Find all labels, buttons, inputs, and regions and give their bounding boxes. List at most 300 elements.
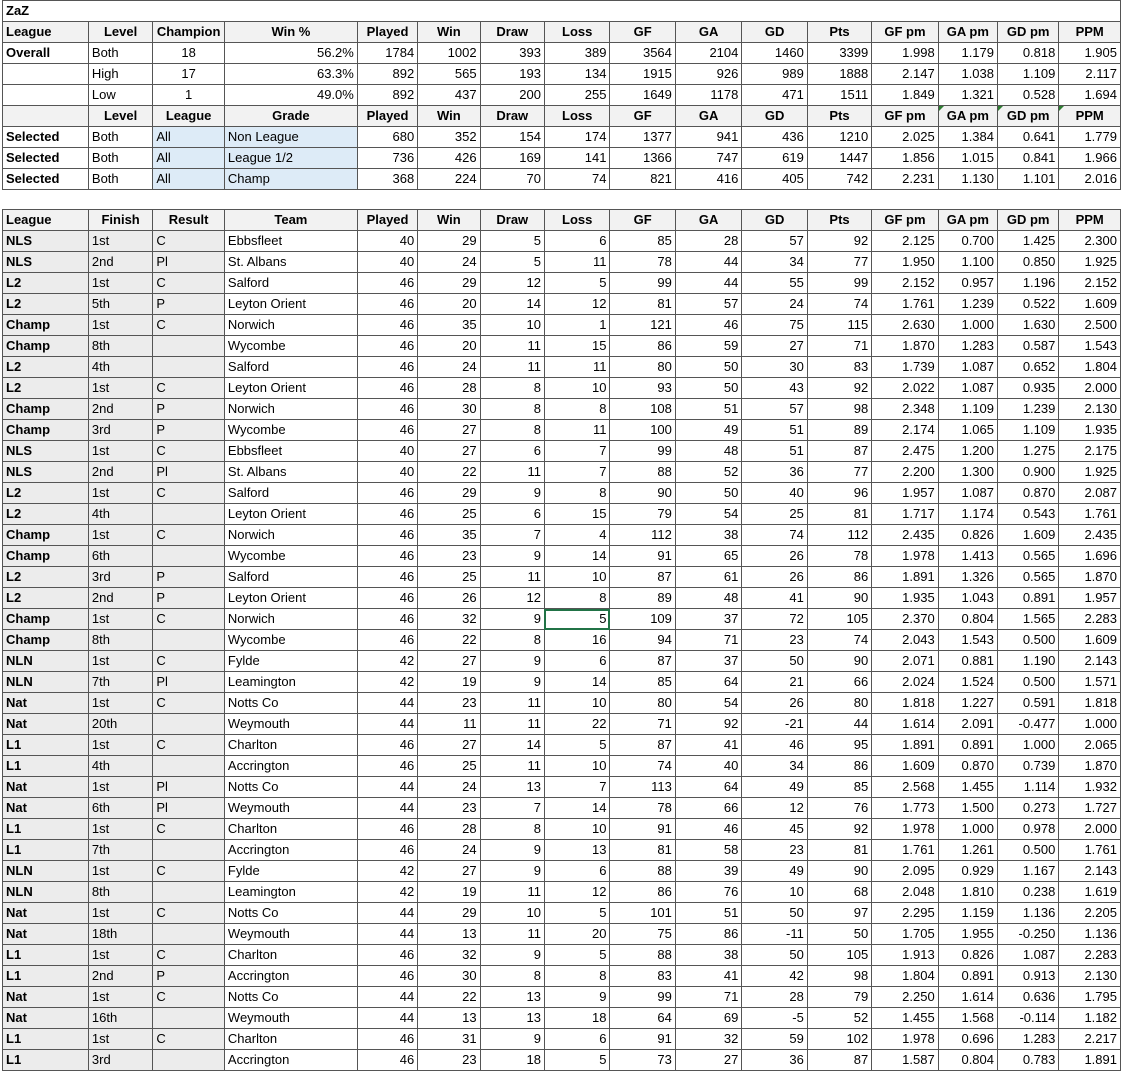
table-cell-team[interactable]: Weymouth [224, 714, 357, 735]
summary-cell-ga[interactable]: 926 [675, 64, 741, 85]
table-cell-pts[interactable]: 98 [807, 399, 871, 420]
table-cell-pts[interactable]: 50 [807, 924, 871, 945]
table-cell-gd[interactable]: 50 [742, 903, 807, 924]
table-cell-loss[interactable]: 5 [544, 609, 609, 630]
table-cell-team[interactable]: Leyton Orient [224, 504, 357, 525]
table-cell-draw[interactable]: 13 [480, 987, 544, 1008]
table-cell-loss[interactable]: 8 [544, 399, 609, 420]
table-cell-draw[interactable]: 9 [480, 546, 544, 567]
table-cell-win[interactable]: 11 [418, 714, 480, 735]
table-cell-ga-pm[interactable]: 1.283 [938, 336, 997, 357]
column-header-ga-pm[interactable]: GA pm [938, 106, 997, 127]
table-cell-result[interactable]: C [153, 861, 225, 882]
table-cell-loss[interactable]: 16 [544, 630, 609, 651]
table-cell-played[interactable]: 46 [357, 735, 417, 756]
table-cell-gd-pm[interactable]: 0.587 [998, 336, 1059, 357]
table-cell-ga-pm[interactable]: 1.174 [938, 504, 997, 525]
table-cell-ga-pm[interactable]: 1.087 [938, 357, 997, 378]
column-header-gd-pm[interactable]: GD pm [998, 106, 1059, 127]
table-cell-team[interactable]: Norwich [224, 525, 357, 546]
table-cell-gd[interactable]: 23 [742, 630, 807, 651]
table-cell-gf-pm[interactable]: 1.891 [872, 567, 938, 588]
table-cell-gd-pm[interactable]: 0.891 [998, 588, 1059, 609]
table-cell-gf-pm[interactable]: 1.870 [872, 336, 938, 357]
column-header-gf-pm[interactable]: GF pm [872, 106, 938, 127]
table-cell-played[interactable]: 46 [357, 336, 417, 357]
table-cell-loss[interactable]: 12 [544, 882, 609, 903]
table-cell-league[interactable]: NLN [3, 672, 89, 693]
table-cell-gf-pm[interactable]: 1.761 [872, 840, 938, 861]
selected-cell-ppm[interactable]: 1.966 [1059, 148, 1121, 169]
table-cell-gf[interactable]: 80 [610, 357, 675, 378]
summary-cell-loss[interactable]: 389 [544, 43, 609, 64]
table-cell-result[interactable]: P [153, 966, 225, 987]
table-cell-pts[interactable]: 74 [807, 630, 871, 651]
table-cell-ppm[interactable]: 1.804 [1059, 357, 1121, 378]
table-cell-win[interactable]: 13 [418, 1008, 480, 1029]
column-header-loss[interactable]: Loss [544, 22, 609, 43]
table-cell-gd[interactable]: 51 [742, 441, 807, 462]
selected-cell-level[interactable]: Both [88, 148, 152, 169]
table-cell-gf[interactable]: 81 [610, 840, 675, 861]
table-cell-finish[interactable]: 1st [88, 483, 152, 504]
table-cell-team[interactable]: Weymouth [224, 798, 357, 819]
summary-cell-gf[interactable]: 1915 [610, 64, 675, 85]
table-cell-gf[interactable]: 85 [610, 672, 675, 693]
table-cell-league[interactable]: NLS [3, 441, 89, 462]
table-cell-pts[interactable]: 102 [807, 1029, 871, 1050]
table-cell-team[interactable]: Charlton [224, 819, 357, 840]
table-cell-gf[interactable]: 88 [610, 945, 675, 966]
table-cell-finish[interactable]: 1st [88, 987, 152, 1008]
table-cell-pts[interactable]: 92 [807, 231, 871, 252]
table-cell-played[interactable]: 46 [357, 273, 417, 294]
table-cell-result[interactable] [153, 714, 225, 735]
table-cell-ga-pm[interactable]: 1.568 [938, 1008, 997, 1029]
table-cell-played[interactable]: 46 [357, 420, 417, 441]
table-cell-result[interactable] [153, 756, 225, 777]
table-cell-draw[interactable]: 7 [480, 525, 544, 546]
table-cell-draw[interactable]: 8 [480, 819, 544, 840]
table-cell-ppm[interactable]: 2.143 [1059, 651, 1121, 672]
summary-cell-win[interactable]: 565 [418, 64, 480, 85]
summary-cell-gf[interactable]: 3564 [610, 43, 675, 64]
column-header-ga[interactable]: GA [675, 106, 741, 127]
table-cell-team[interactable]: Norwich [224, 609, 357, 630]
table-cell-team[interactable]: Salford [224, 273, 357, 294]
table-cell-pts[interactable]: 90 [807, 861, 871, 882]
table-cell-played[interactable]: 44 [357, 714, 417, 735]
table-cell-played[interactable]: 44 [357, 903, 417, 924]
column-header-gf[interactable]: GF [610, 22, 675, 43]
table-cell-ga[interactable]: 71 [675, 630, 741, 651]
selected-cell-ga-pm[interactable]: 1.015 [938, 148, 997, 169]
summary-cell-ppm[interactable]: 1.905 [1059, 43, 1121, 64]
table-cell-gd-pm[interactable]: 0.783 [998, 1050, 1059, 1071]
table-cell-gd[interactable]: 59 [742, 1029, 807, 1050]
table-cell-draw[interactable]: 8 [480, 966, 544, 987]
table-cell-loss[interactable]: 14 [544, 546, 609, 567]
selected-cell-draw[interactable]: 70 [480, 169, 544, 190]
table-cell-ga-pm[interactable]: 1.524 [938, 672, 997, 693]
summary-cell-champion[interactable]: 1 [153, 85, 225, 106]
table-cell-ppm[interactable]: 2.175 [1059, 441, 1121, 462]
table-cell-ppm[interactable]: 1.925 [1059, 252, 1121, 273]
table-cell-finish[interactable]: 2nd [88, 588, 152, 609]
table-cell-win[interactable]: 19 [418, 882, 480, 903]
table-cell-league[interactable]: Champ [3, 525, 89, 546]
table-cell-win[interactable]: 23 [418, 546, 480, 567]
table-cell-result[interactable]: C [153, 987, 225, 1008]
table-cell-finish[interactable]: 20th [88, 714, 152, 735]
table-cell-pts[interactable]: 87 [807, 441, 871, 462]
table-cell-played[interactable]: 46 [357, 756, 417, 777]
table-cell-result[interactable]: C [153, 819, 225, 840]
table-cell-pts[interactable]: 98 [807, 966, 871, 987]
selected-cell-loss[interactable]: 174 [544, 127, 609, 148]
table-cell-draw[interactable]: 8 [480, 378, 544, 399]
summary-cell-loss[interactable]: 255 [544, 85, 609, 106]
table-cell-team[interactable]: Accrington [224, 756, 357, 777]
column-header-gf-pm[interactable]: GF pm [872, 22, 938, 43]
table-cell-gf[interactable]: 71 [610, 714, 675, 735]
summary-cell-gd-pm[interactable]: 0.818 [998, 43, 1059, 64]
table-cell-result[interactable] [153, 504, 225, 525]
table-cell-ga[interactable]: 41 [675, 735, 741, 756]
table-cell-ppm[interactable]: 2.130 [1059, 399, 1121, 420]
table-cell-pts[interactable]: 81 [807, 840, 871, 861]
table-cell-gd-pm[interactable]: 1.190 [998, 651, 1059, 672]
table-cell-result[interactable]: C [153, 483, 225, 504]
table-cell-league[interactable]: L1 [3, 966, 89, 987]
column-header-gd[interactable]: GD [742, 106, 807, 127]
table-cell-loss[interactable]: 6 [544, 651, 609, 672]
table-cell-ga-pm[interactable]: 1.543 [938, 630, 997, 651]
selected-cell-gf[interactable]: 821 [610, 169, 675, 190]
table-cell-ppm[interactable]: 2.130 [1059, 966, 1121, 987]
table-cell-ga-pm[interactable]: 0.826 [938, 945, 997, 966]
column-header-played[interactable]: Played [357, 106, 417, 127]
table-cell-gd-pm[interactable]: 0.522 [998, 294, 1059, 315]
summary-cell-level[interactable]: Low [88, 85, 152, 106]
table-cell-gd-pm[interactable]: 1.114 [998, 777, 1059, 798]
table-cell-ppm[interactable]: 2.000 [1059, 378, 1121, 399]
table-cell-win[interactable]: 13 [418, 924, 480, 945]
table-cell-gf[interactable]: 78 [610, 798, 675, 819]
table-cell-ga[interactable]: 41 [675, 966, 741, 987]
table-cell-finish[interactable]: 1st [88, 609, 152, 630]
table-cell-ga-pm[interactable]: 1.455 [938, 777, 997, 798]
table-cell-ga-pm[interactable]: 1.100 [938, 252, 997, 273]
table-cell-gf-pm[interactable]: 1.957 [872, 483, 938, 504]
column-header-draw[interactable]: Draw [480, 106, 544, 127]
table-cell-gf[interactable]: 87 [610, 567, 675, 588]
table-cell-finish[interactable]: 4th [88, 504, 152, 525]
table-cell-win[interactable]: 27 [418, 441, 480, 462]
table-cell-result[interactable]: Pl [153, 777, 225, 798]
selected-cell-ppm[interactable]: 2.016 [1059, 169, 1121, 190]
table-cell-gd-pm[interactable]: 0.543 [998, 504, 1059, 525]
table-cell-gf[interactable]: 86 [610, 336, 675, 357]
column-header-gf[interactable]: GF [610, 106, 675, 127]
column-header-ppm[interactable]: PPM [1059, 210, 1121, 231]
table-cell-loss[interactable]: 10 [544, 693, 609, 714]
table-cell-gf-pm[interactable]: 1.609 [872, 756, 938, 777]
table-cell-gd-pm[interactable]: 0.565 [998, 567, 1059, 588]
table-cell-gf-pm[interactable]: 1.935 [872, 588, 938, 609]
table-cell-draw[interactable]: 11 [480, 714, 544, 735]
table-cell-ga-pm[interactable]: 0.696 [938, 1029, 997, 1050]
table-cell-played[interactable]: 44 [357, 924, 417, 945]
table-cell-finish[interactable]: 2nd [88, 399, 152, 420]
selected-cell-loss[interactable]: 141 [544, 148, 609, 169]
table-cell-ga[interactable]: 38 [675, 945, 741, 966]
table-cell-loss[interactable]: 5 [544, 735, 609, 756]
column-header-level[interactable]: Level [88, 106, 152, 127]
table-cell-draw[interactable]: 7 [480, 798, 544, 819]
table-cell-loss[interactable]: 6 [544, 231, 609, 252]
table-cell-loss[interactable]: 4 [544, 525, 609, 546]
table-cell-finish[interactable]: 1st [88, 651, 152, 672]
table-cell-ga[interactable]: 40 [675, 756, 741, 777]
table-cell-loss[interactable]: 13 [544, 840, 609, 861]
table-cell-gf[interactable]: 74 [610, 756, 675, 777]
table-cell-gd-pm[interactable]: 0.978 [998, 819, 1059, 840]
table-cell-gd-pm[interactable]: 0.913 [998, 966, 1059, 987]
table-cell-ppm[interactable]: 1.619 [1059, 882, 1121, 903]
table-cell-gf[interactable]: 83 [610, 966, 675, 987]
table-cell-league[interactable]: NLS [3, 231, 89, 252]
table-cell-loss[interactable]: 22 [544, 714, 609, 735]
table-cell-ppm[interactable]: 1.696 [1059, 546, 1121, 567]
summary-cell-draw[interactable]: 193 [480, 64, 544, 85]
table-cell-ppm[interactable]: 2.065 [1059, 735, 1121, 756]
table-cell-loss[interactable]: 10 [544, 567, 609, 588]
table-cell-gf[interactable]: 109 [610, 609, 675, 630]
table-cell-result[interactable]: P [153, 588, 225, 609]
column-header-gf[interactable]: GF [610, 210, 675, 231]
column-header-result[interactable]: Result [153, 210, 225, 231]
summary-cell-draw[interactable]: 393 [480, 43, 544, 64]
table-cell-gf[interactable]: 108 [610, 399, 675, 420]
table-cell-ga-pm[interactable]: 1.810 [938, 882, 997, 903]
table-cell-gd-pm[interactable]: 0.935 [998, 378, 1059, 399]
table-cell-gf[interactable]: 89 [610, 588, 675, 609]
table-cell-ppm[interactable]: 1.761 [1059, 840, 1121, 861]
selected-cell-gf[interactable]: 1366 [610, 148, 675, 169]
table-cell-played[interactable]: 42 [357, 861, 417, 882]
summary-cell-played[interactable]: 892 [357, 64, 417, 85]
table-cell-gd[interactable]: 43 [742, 378, 807, 399]
table-cell-team[interactable]: Leyton Orient [224, 378, 357, 399]
summary-cell-level[interactable]: High [88, 64, 152, 85]
summary-cell-ga[interactable]: 1178 [675, 85, 741, 106]
table-cell-gf-pm[interactable]: 1.773 [872, 798, 938, 819]
table-cell-ga[interactable]: 61 [675, 567, 741, 588]
table-cell-ga[interactable]: 52 [675, 462, 741, 483]
table-cell-win[interactable]: 29 [418, 903, 480, 924]
table-cell-gd-pm[interactable]: 0.652 [998, 357, 1059, 378]
table-cell-ga[interactable]: 27 [675, 1050, 741, 1071]
table-cell-pts[interactable]: 90 [807, 588, 871, 609]
table-cell-gf[interactable]: 112 [610, 525, 675, 546]
table-cell-league[interactable]: L1 [3, 819, 89, 840]
column-header-pts[interactable]: Pts [807, 210, 871, 231]
table-cell-ppm[interactable]: 1.761 [1059, 504, 1121, 525]
table-cell-ga-pm[interactable]: 0.957 [938, 273, 997, 294]
table-cell-gf[interactable]: 94 [610, 630, 675, 651]
table-cell-played[interactable]: 44 [357, 1008, 417, 1029]
table-cell-ppm[interactable]: 1.818 [1059, 693, 1121, 714]
table-cell-ga[interactable]: 65 [675, 546, 741, 567]
column-header-grade[interactable]: Grade [224, 106, 357, 127]
table-cell-win[interactable]: 27 [418, 735, 480, 756]
table-cell-loss[interactable]: 11 [544, 357, 609, 378]
table-cell-ppm[interactable]: 1.891 [1059, 1050, 1121, 1071]
table-cell-result[interactable] [153, 1008, 225, 1029]
table-cell-gf-pm[interactable]: 2.152 [872, 273, 938, 294]
table-cell-gf-pm[interactable]: 1.978 [872, 546, 938, 567]
table-cell-ppm[interactable]: 2.283 [1059, 609, 1121, 630]
table-cell-win[interactable]: 22 [418, 987, 480, 1008]
table-cell-gd-pm[interactable]: 0.238 [998, 882, 1059, 903]
table-cell-gd-pm[interactable]: 1.283 [998, 1029, 1059, 1050]
table-cell-ppm[interactable]: 2.087 [1059, 483, 1121, 504]
table-cell-win[interactable]: 24 [418, 777, 480, 798]
table-cell-league[interactable]: NLS [3, 252, 89, 273]
table-cell-gf-pm[interactable]: 1.978 [872, 819, 938, 840]
table-cell-ga-pm[interactable]: 0.804 [938, 1050, 997, 1071]
table-cell-played[interactable]: 46 [357, 588, 417, 609]
summary-cell-played[interactable]: 892 [357, 85, 417, 106]
table-cell-ppm[interactable]: 1.932 [1059, 777, 1121, 798]
table-cell-result[interactable] [153, 336, 225, 357]
column-header-win[interactable]: Win % [224, 22, 357, 43]
table-cell-loss[interactable]: 9 [544, 987, 609, 1008]
selected-cell-played[interactable]: 680 [357, 127, 417, 148]
table-cell-league[interactable]: Champ [3, 546, 89, 567]
table-cell-finish[interactable]: 1st [88, 945, 152, 966]
table-cell-gd-pm[interactable]: 1.000 [998, 735, 1059, 756]
selected-cell-label[interactable]: Selected [3, 169, 89, 190]
table-cell-draw[interactable]: 11 [480, 924, 544, 945]
table-cell-finish[interactable]: 1st [88, 525, 152, 546]
table-cell-gd-pm[interactable]: 1.136 [998, 903, 1059, 924]
table-cell-played[interactable]: 46 [357, 378, 417, 399]
summary-cell-gd[interactable]: 1460 [742, 43, 807, 64]
table-cell-team[interactable]: Accrington [224, 966, 357, 987]
table-cell-gf[interactable]: 93 [610, 378, 675, 399]
table-cell-finish[interactable]: 1st [88, 1029, 152, 1050]
table-cell-loss[interactable]: 18 [544, 1008, 609, 1029]
table-cell-pts[interactable]: 97 [807, 903, 871, 924]
table-cell-loss[interactable]: 10 [544, 378, 609, 399]
table-cell-gf-pm[interactable]: 1.804 [872, 966, 938, 987]
table-cell-team[interactable]: Notts Co [224, 903, 357, 924]
table-cell-draw[interactable]: 9 [480, 861, 544, 882]
table-cell-result[interactable]: P [153, 567, 225, 588]
table-cell-win[interactable]: 20 [418, 294, 480, 315]
table-cell-ga[interactable]: 58 [675, 840, 741, 861]
table-cell-gd[interactable]: 42 [742, 966, 807, 987]
table-cell-ga-pm[interactable]: 1.200 [938, 441, 997, 462]
table-cell-team[interactable]: Notts Co [224, 777, 357, 798]
table-cell-team[interactable]: Notts Co [224, 693, 357, 714]
summary-cell-draw[interactable]: 200 [480, 85, 544, 106]
column-header-gd-pm[interactable]: GD pm [998, 22, 1059, 43]
table-cell-loss[interactable]: 6 [544, 861, 609, 882]
table-cell-league[interactable]: L2 [3, 504, 89, 525]
column-header-league[interactable]: League [153, 106, 225, 127]
table-cell-draw[interactable]: 11 [480, 567, 544, 588]
table-cell-played[interactable]: 46 [357, 294, 417, 315]
table-cell-gf[interactable]: 91 [610, 546, 675, 567]
table-cell-ga[interactable]: 38 [675, 525, 741, 546]
table-cell-ga-pm[interactable]: 1.500 [938, 798, 997, 819]
table-cell-league[interactable]: Nat [3, 924, 89, 945]
summary-cell-league[interactable]: Overall [3, 43, 89, 64]
table-cell-finish[interactable]: 3rd [88, 567, 152, 588]
column-header-league[interactable]: League [3, 210, 89, 231]
table-cell-played[interactable]: 42 [357, 651, 417, 672]
table-cell-ga-pm[interactable]: 1.000 [938, 819, 997, 840]
table-cell-win[interactable]: 25 [418, 567, 480, 588]
table-cell-ga[interactable]: 64 [675, 672, 741, 693]
table-cell-team[interactable]: Norwich [224, 315, 357, 336]
table-cell-win[interactable]: 27 [418, 861, 480, 882]
table-cell-draw[interactable]: 6 [480, 441, 544, 462]
summary-cell-gf[interactable]: 1649 [610, 85, 675, 106]
selected-cell-ga-pm[interactable]: 1.384 [938, 127, 997, 148]
selected-cell-gd-pm[interactable]: 0.841 [998, 148, 1059, 169]
column-header-win[interactable]: Win [418, 210, 480, 231]
table-cell-finish[interactable]: 8th [88, 630, 152, 651]
table-cell-gd-pm[interactable]: 0.591 [998, 693, 1059, 714]
summary-cell-gf-pm[interactable]: 1.998 [872, 43, 938, 64]
table-cell-pts[interactable]: 99 [807, 273, 871, 294]
table-cell-win[interactable]: 31 [418, 1029, 480, 1050]
table-cell-ppm[interactable]: 1.182 [1059, 1008, 1121, 1029]
column-header-loss[interactable]: Loss [544, 210, 609, 231]
table-cell-played[interactable]: 46 [357, 504, 417, 525]
table-cell-result[interactable]: Pl [153, 462, 225, 483]
selected-cell-gf-pm[interactable]: 2.231 [872, 169, 938, 190]
table-cell-team[interactable]: St. Albans [224, 252, 357, 273]
column-header-team[interactable]: Team [224, 210, 357, 231]
table-cell-gd-pm[interactable]: 1.109 [998, 420, 1059, 441]
column-header-pts[interactable]: Pts [807, 106, 871, 127]
table-cell-pts[interactable]: 74 [807, 294, 871, 315]
table-cell-gd-pm[interactable]: -0.250 [998, 924, 1059, 945]
table-cell-loss[interactable]: 20 [544, 924, 609, 945]
selected-cell-pts[interactable]: 1210 [807, 127, 871, 148]
table-cell-gd[interactable]: -5 [742, 1008, 807, 1029]
table-cell-gf-pm[interactable]: 1.950 [872, 252, 938, 273]
table-cell-league[interactable]: L2 [3, 378, 89, 399]
table-cell-finish[interactable]: 1st [88, 777, 152, 798]
table-cell-team[interactable]: Salford [224, 567, 357, 588]
table-cell-gf-pm[interactable]: 1.614 [872, 714, 938, 735]
table-cell-gf[interactable]: 78 [610, 252, 675, 273]
table-cell-win[interactable]: 23 [418, 1050, 480, 1071]
table-cell-draw[interactable]: 18 [480, 1050, 544, 1071]
table-cell-league[interactable]: L2 [3, 294, 89, 315]
table-cell-result[interactable]: P [153, 294, 225, 315]
table-cell-finish[interactable]: 7th [88, 840, 152, 861]
table-cell-pts[interactable]: 83 [807, 357, 871, 378]
summary-cell-win[interactable]: 1002 [418, 43, 480, 64]
selected-cell-grade[interactable]: League 1/2 [224, 148, 357, 169]
